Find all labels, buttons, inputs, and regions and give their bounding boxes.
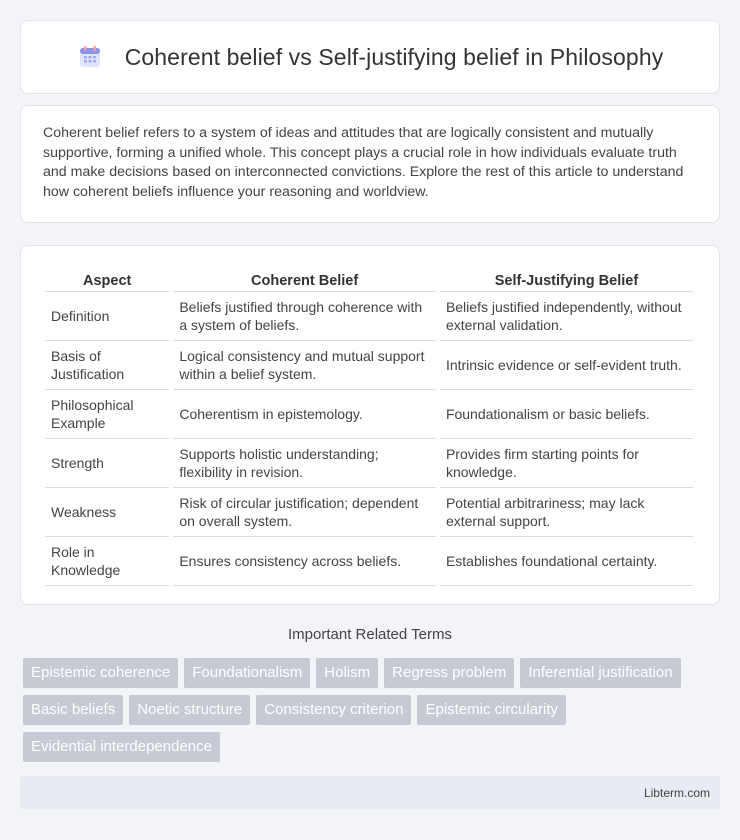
comparison-table <box>41 264 697 586</box>
intro-card <box>20 105 720 223</box>
row-self-justifying: Establishes foundational certainty. <box>440 537 693 586</box>
tag-evidential-interdependence[interactable]: Evidential interdependence <box>23 732 220 762</box>
calendar-icon <box>77 44 103 70</box>
row-self-justifying: Intrinsic evidence or self-evident truth. <box>440 341 693 390</box>
header-self-justifying-belief: Self-Justifying Belief <box>440 264 693 292</box>
table-header-row <box>45 264 693 292</box>
header-aspect: Aspect <box>45 264 169 292</box>
tag-holism[interactable]: Holism <box>316 658 378 688</box>
tag-epistemic-circularity[interactable]: Epistemic circularity <box>417 695 566 725</box>
row-coherent: Beliefs justified through coherence with a system of beliefs. <box>173 292 436 341</box>
table-row <box>45 390 693 439</box>
row-coherent: Ensures consistency across beliefs. <box>173 537 436 586</box>
row-aspect: Role in Knowledge <box>45 537 169 586</box>
table-row <box>45 537 693 586</box>
page-title: Coherent belief vs Self-justifying belief in Philosophy <box>124 43 664 70</box>
table-row <box>45 439 693 488</box>
title-card <box>20 20 720 94</box>
footer-site-link[interactable]: Libterm.com <box>643 785 710 800</box>
table-row <box>45 292 693 341</box>
intro-text: Coherent belief refers to a system of ideas and attitudes that are logically consistent and mutually supportive, forming a unified whole. This concept plays a crucial role in how individuals evaluate truth and make decisions based on interconnected convictions. Explore the rest of this article to understand how coherent beliefs influence your reasoning and worldview. <box>43 125 684 200</box>
comparison-card <box>20 245 720 605</box>
related-terms-list <box>23 658 723 769</box>
tag-regress-problem[interactable]: Regress problem <box>384 658 514 688</box>
table-row <box>45 341 693 390</box>
related-terms-title: Important Related Terms <box>288 626 452 643</box>
header-coherent-belief: Coherent Belief <box>173 264 436 292</box>
tag-basic-beliefs[interactable]: Basic beliefs <box>23 695 123 725</box>
row-coherent: Risk of circular justification; dependent on overall system. <box>173 488 436 537</box>
row-self-justifying: Provides firm starting points for knowledge. <box>440 439 693 488</box>
table-row <box>45 488 693 537</box>
row-aspect: Weakness <box>45 488 169 537</box>
row-coherent: Supports holistic understanding; flexibility in revision. <box>173 439 436 488</box>
tag-noetic-structure[interactable]: Noetic structure <box>129 695 250 725</box>
row-self-justifying: Foundationalism or basic beliefs. <box>440 390 693 439</box>
row-aspect: Philosophical Example <box>45 390 169 439</box>
row-aspect: Basis of Justification <box>45 341 169 390</box>
row-self-justifying: Potential arbitrariness; may lack external support. <box>440 488 693 537</box>
tag-epistemic-coherence[interactable]: Epistemic coherence <box>23 658 178 688</box>
footer-bar <box>20 776 720 809</box>
tag-inferential-justification[interactable]: Inferential justification <box>520 658 680 688</box>
row-aspect: Definition <box>45 292 169 341</box>
row-self-justifying: Beliefs justified independently, without external validation. <box>440 292 693 341</box>
row-coherent: Logical consistency and mutual support within a belief system. <box>173 341 436 390</box>
tag-consistency-criterion[interactable]: Consistency criterion <box>256 695 411 725</box>
row-coherent: Coherentism in epistemology. <box>173 390 436 439</box>
row-aspect: Strength <box>45 439 169 488</box>
tag-foundationalism[interactable]: Foundationalism <box>184 658 310 688</box>
